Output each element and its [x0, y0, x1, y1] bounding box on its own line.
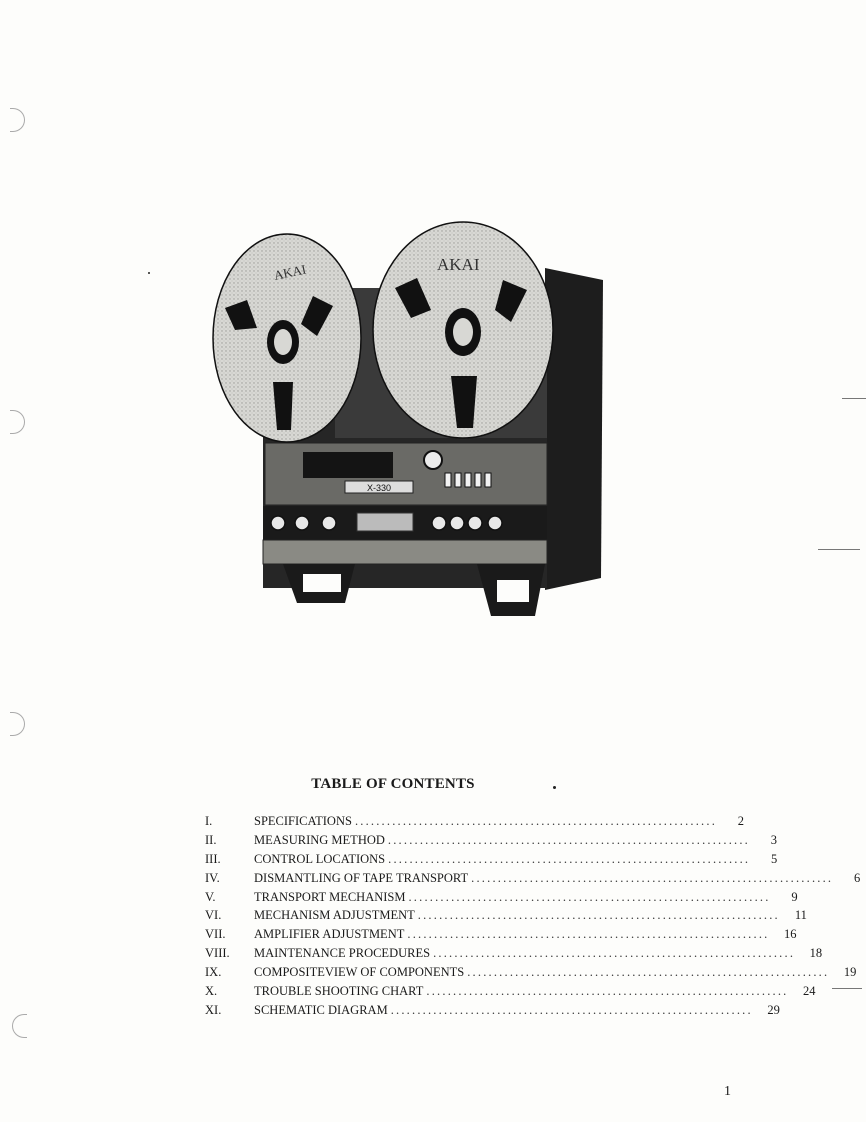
toc-entry-label: COMPOSITEVIEW OF COMPONENTS	[254, 965, 465, 980]
scan-speck	[148, 272, 150, 274]
toc-entry-page: 9	[791, 889, 798, 904]
toc-entry-number: VIII.	[205, 946, 230, 961]
toc-entry-label: MECHANISM ADJUSTMENT	[254, 908, 415, 923]
toc-entry	[205, 908, 807, 927]
toc-entry-label: CONTROL LOCATIONS	[254, 851, 386, 866]
toc-entry-number: V.	[205, 889, 216, 904]
toc-entry-page: 6	[854, 870, 861, 885]
toc-entry-label: MAINTENANCE PROCEDURES	[254, 946, 431, 961]
toc-entry-number: IV.	[205, 870, 220, 885]
binder-hole-mark	[10, 108, 25, 132]
tape-counter	[357, 513, 413, 531]
toc-entry-label: AMPLIFIER ADJUSTMENT	[254, 927, 405, 942]
toc-entry-label: DISMANTLING OF TAPE TRANSPORT	[254, 870, 469, 885]
left-reel-brand: AKAI	[272, 261, 308, 283]
toc-entry-number: VI.	[205, 908, 222, 923]
toc-entry-page: 24	[803, 984, 816, 999]
binder-hole-mark	[12, 1014, 27, 1038]
binder-hole-mark	[10, 712, 25, 736]
toc-entry-label: SPECIFICATIONS	[254, 814, 352, 828]
pinch-roller	[424, 451, 442, 469]
toc-entry-page: 18	[809, 946, 823, 961]
bottom-panel	[263, 540, 547, 564]
toc-entry-number: VII.	[205, 927, 226, 942]
toc-entry-number: II.	[205, 832, 217, 847]
toc-entry	[205, 1002, 780, 1022]
toc-entry	[205, 851, 778, 871]
head-cover	[303, 452, 393, 478]
right-reel-brand: AKAI	[437, 255, 480, 274]
right-reel	[373, 222, 553, 438]
toc-leader-dots: ....................................................................	[426, 984, 789, 999]
toc-entry	[205, 927, 797, 946]
toc-entry	[205, 889, 798, 909]
toc-leader-dots: ....................................................................	[387, 832, 751, 847]
model-badge: X-330	[366, 483, 392, 493]
toc-leader-dots: ....................................................................	[433, 946, 796, 961]
toc-leader-dots: ....................................................................	[471, 870, 834, 885]
toc-leader-dots: ....................................................................	[467, 965, 830, 980]
toc-entry-page: 3	[770, 832, 778, 847]
toc-leader-dots: ....................................................................	[408, 889, 771, 904]
toc-entry	[205, 946, 823, 965]
toc-entry-page: 5	[771, 851, 778, 866]
toc-leader-dots: ....................................................................	[407, 927, 770, 942]
page-number: 1	[724, 1084, 731, 1099]
toc-list	[205, 814, 861, 1022]
toc-entry-label: MEASURING METHOD	[254, 832, 385, 847]
toc-entry-label: TROUBLE SHOOTING CHART	[254, 984, 424, 999]
tape-recorder-photo	[205, 218, 605, 618]
toc-entry-number: X.	[205, 984, 218, 999]
scan-mark	[842, 398, 866, 399]
toc-entry-page: 19	[843, 965, 857, 980]
toc-entry	[205, 984, 816, 1003]
toc-leader-dots: ....................................................................	[354, 814, 718, 828]
toc-entry-page: 29	[767, 1002, 780, 1017]
toc-entry-page: 16	[783, 927, 797, 942]
toc-leader-dots: ....................................................................	[417, 908, 780, 923]
left-reel	[213, 234, 361, 442]
toc-entry-page: 11	[794, 908, 807, 923]
toc-entry-label: TRANSPORT MECHANISM	[254, 889, 406, 904]
toc-entry-page: 2	[737, 814, 745, 828]
toc-leader-dots: ....................................................................	[390, 1002, 753, 1017]
binder-hole-mark	[10, 410, 25, 434]
toc-entry	[205, 965, 857, 984]
toc-entry	[205, 814, 745, 833]
toc-entry-number: I.	[205, 814, 213, 828]
scan-mark	[818, 549, 860, 550]
scan-mark	[832, 988, 862, 989]
cabinet-side-panel	[545, 268, 603, 590]
toc-entry-number: XI.	[205, 1002, 222, 1017]
toc-entry	[205, 870, 861, 890]
toc-leader-dots: ....................................................................	[388, 851, 751, 866]
toc-title: TABLE OF CONTENTS	[311, 776, 475, 792]
toc-entry-number: IX.	[205, 965, 222, 980]
toc-entry	[205, 832, 778, 852]
toc-entry-number: III.	[205, 851, 221, 866]
toc-entry-label: SCHEMATIC DIAGRAM	[254, 1002, 388, 1017]
